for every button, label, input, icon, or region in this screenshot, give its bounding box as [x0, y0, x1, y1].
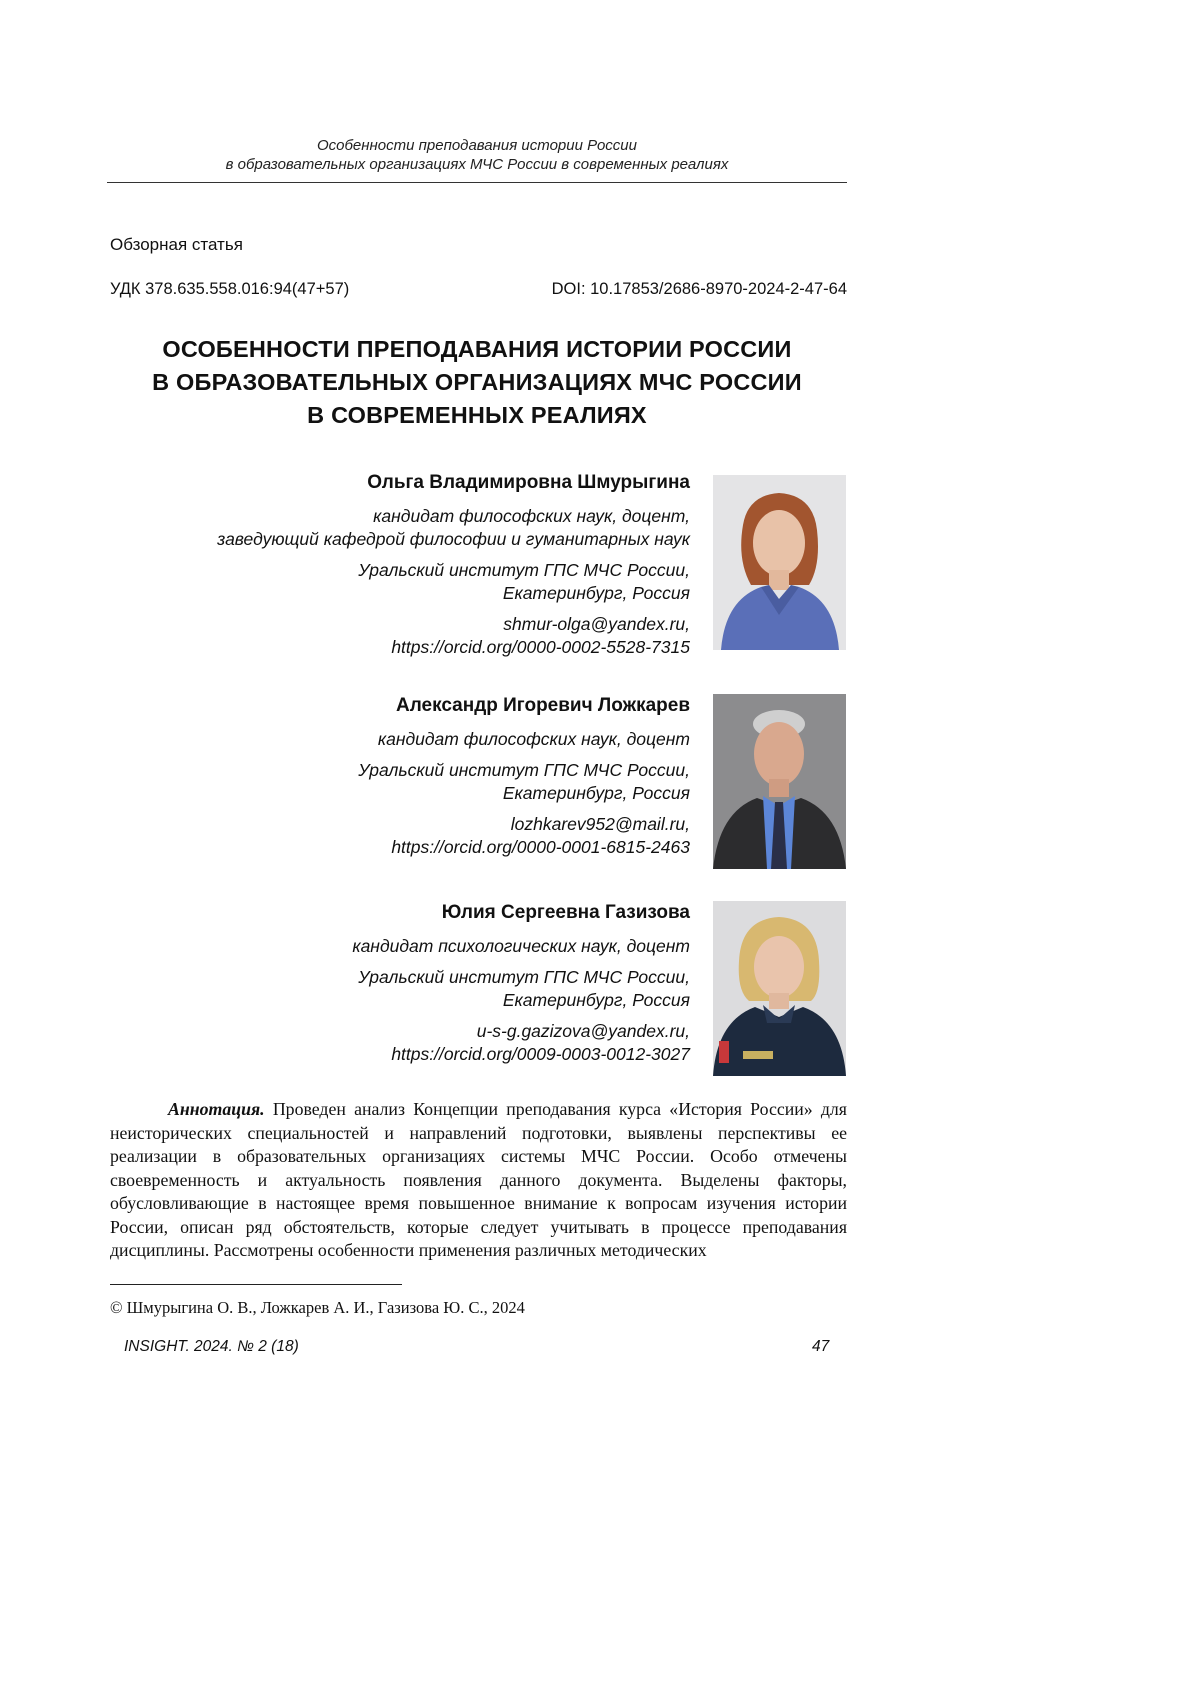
running-head: [107, 136, 847, 174]
author-name: Юлия Сергеевна Газизова: [441, 902, 690, 923]
author-email: lozhkarev952@mail.ru,: [510, 814, 690, 834]
author-degree: кандидат философских наук, доцент: [377, 729, 690, 749]
author-name: Ольга Владимировна Шмурыгина: [367, 472, 690, 493]
title-line-2: В ОБРАЗОВАТЕЛЬНЫХ ОРГАНИЗАЦИЯХ МЧС РОССИИ: [152, 369, 802, 395]
author-orcid: https://orcid.org/0000-0001-6815-2463: [391, 837, 690, 857]
author-organization: Уральский институт ГПС МЧС России,: [358, 560, 690, 580]
abstract-label: Аннотация.: [168, 1099, 265, 1119]
author-2-photo: [713, 694, 846, 869]
author-email: u-s-g.gazizova@yandex.ru,: [476, 1021, 690, 1041]
running-head-line-1: Особенности преподавания истории России: [316, 137, 637, 154]
title-line-3: В СОВРЕМЕННЫХ РЕАЛИЯХ: [307, 402, 647, 428]
copyright: © Шмурыгина О. В., Ложкарев А. И., Газизова Ю. С., 2024: [110, 1298, 525, 1317]
author-name: Александр Игоревич Ложкарев: [395, 695, 690, 716]
author-3: [70, 901, 690, 1066]
author-orcid: https://orcid.org/0009-0003-0012-3027: [391, 1044, 690, 1064]
author-degree: кандидат философских наук, доцент,: [373, 506, 690, 526]
running-head-line-2: в образовательных организациях МЧС России в современных реалиях: [225, 156, 729, 173]
author-degree: кандидат психологических наук, доцент: [352, 936, 690, 956]
abstract-text: Проведен анализ Концепции преподавания курса «История России» для неисторических специальностей и направлений подготовки, выявлены перспективы ее реализации в образовательных организациях системы МЧС России. Особо отмечены своевременность и актуальность появления данного документа. Выделены факторы, обусловливающие в настоящее время повышенное внимание к вопросам изучения истории России, описан ряд обстоятельств, которые следует учитывать в процессе преподавания дисциплины. Рассмотрены особенности применения различных методических: [110, 1099, 847, 1260]
author-2: [70, 694, 690, 859]
page-number: 47: [812, 1338, 830, 1355]
author-1: [70, 471, 690, 659]
author-city: Екатеринбург, Россия: [502, 990, 690, 1010]
author-email: shmur-olga@yandex.ru,: [503, 614, 690, 634]
doi: DOI: 10.17853/2686-8970-2024-2-47-64: [551, 280, 847, 298]
article-type: Обзорная статья: [110, 235, 243, 254]
author-city: Екатеринбург, Россия: [502, 783, 690, 803]
author-organization: Уральский институт ГПС МЧС России,: [358, 760, 690, 780]
author-orcid: https://orcid.org/0000-0002-5528-7315: [391, 637, 690, 657]
article-title: [107, 333, 847, 432]
author-position: заведующий кафедрой философии и гуманитарных наук: [217, 529, 690, 549]
abstract: [110, 1098, 847, 1263]
author-3-photo: [713, 901, 846, 1076]
journal-reference: INSIGHT. 2024. № 2 (18): [124, 1338, 299, 1355]
author-organization: Уральский институт ГПС МЧС России,: [358, 967, 690, 987]
author-1-photo: [713, 475, 846, 650]
title-line-1: ОСОБЕННОСТИ ПРЕПОДАВАНИЯ ИСТОРИИ РОССИИ: [162, 336, 792, 362]
udk-code: УДК 378.635.558.016:94(47+57): [110, 280, 350, 298]
author-city: Екатеринбург, Россия: [502, 583, 690, 603]
header-rule: [107, 182, 847, 183]
footnote-rule: [110, 1284, 402, 1285]
